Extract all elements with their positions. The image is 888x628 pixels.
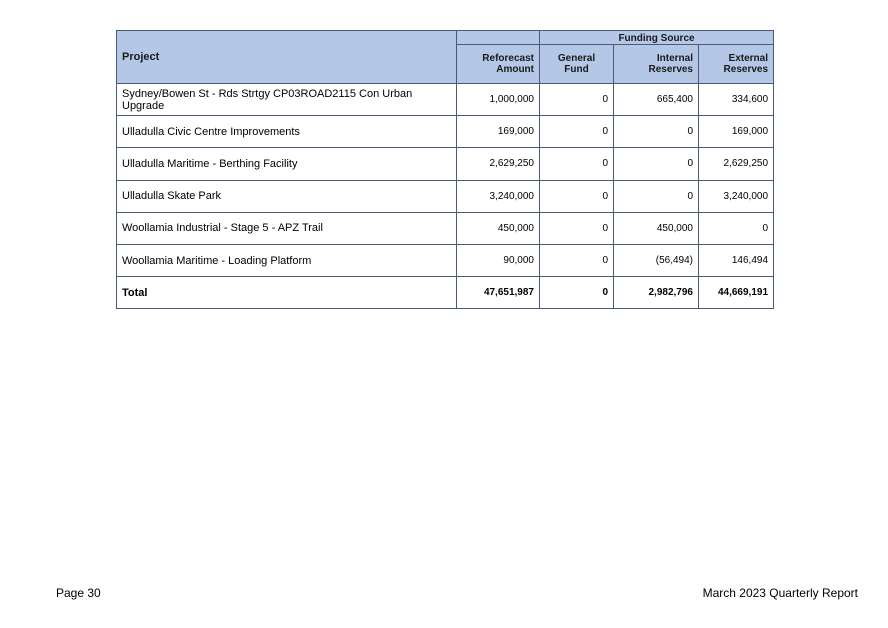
header-external-line1: External [728, 53, 769, 64]
table-row [117, 244, 774, 276]
cell-internal-reserves: 0 [614, 148, 699, 180]
table-row [117, 116, 774, 148]
cell-general-fund: 0 [540, 212, 614, 244]
cell-reforecast: 2,629,250 [457, 148, 540, 180]
header-reforecast-line2: Amount [496, 64, 534, 75]
cell-general-fund: 0 [540, 244, 614, 276]
cell-internal-reserves: 450,000 [614, 212, 699, 244]
header-internal-reserves [614, 45, 699, 84]
cell-project: Ulladulla Civic Centre Improvements [117, 116, 457, 148]
cell-general-fund: 0 [540, 116, 614, 148]
funding-table [116, 30, 774, 309]
cell-external-reserves: 169,000 [699, 116, 774, 148]
header-external-line2: Reserves [723, 64, 769, 75]
header-blank [457, 31, 540, 45]
total-internal-reserves: 2,982,796 [614, 277, 699, 309]
header-project: Project [117, 31, 457, 84]
header-external-reserves [699, 45, 774, 84]
cell-external-reserves: 3,240,000 [699, 180, 774, 212]
cell-reforecast: 1,000,000 [457, 84, 540, 116]
table-row [117, 84, 774, 116]
cell-external-reserves: 2,629,250 [699, 148, 774, 180]
total-label: Total [117, 277, 457, 309]
cell-project: Ulladulla Skate Park [117, 180, 457, 212]
page-number: Page 30 [56, 586, 101, 600]
total-reforecast: 47,651,987 [457, 277, 540, 309]
header-internal-line2: Reserves [648, 64, 693, 75]
header-reforecast-amount [457, 45, 540, 84]
total-row [117, 277, 774, 309]
cell-general-fund: 0 [540, 84, 614, 116]
cell-project: Woollamia Maritime - Loading Platform [117, 244, 457, 276]
header-row-top [117, 31, 774, 45]
header-funding-source: Funding Source [540, 31, 774, 45]
cell-general-fund: 0 [540, 148, 614, 180]
cell-internal-reserves: 0 [614, 116, 699, 148]
table-row [117, 148, 774, 180]
total-external-reserves: 44,669,191 [699, 277, 774, 309]
cell-internal-reserves: (56,494) [614, 244, 699, 276]
table-row [117, 212, 774, 244]
cell-project: Sydney/Bowen St - Rds Strtgy CP03ROAD2115 Con Urban Upgrade [117, 84, 457, 116]
table-row [117, 180, 774, 212]
total-general-fund: 0 [540, 277, 614, 309]
cell-project: Ulladulla Maritime - Berthing Facility [117, 148, 457, 180]
header-reforecast-line1: Reforecast [482, 53, 534, 64]
cell-project: Woollamia Industrial - Stage 5 - APZ Trail [117, 212, 457, 244]
cell-external-reserves: 0 [699, 212, 774, 244]
cell-external-reserves: 146,494 [699, 244, 774, 276]
cell-reforecast: 169,000 [457, 116, 540, 148]
cell-external-reserves: 334,600 [699, 84, 774, 116]
cell-reforecast: 450,000 [457, 212, 540, 244]
cell-general-fund: 0 [540, 180, 614, 212]
header-internal-line1: Internal [656, 53, 693, 64]
cell-reforecast: 3,240,000 [457, 180, 540, 212]
cell-internal-reserves: 665,400 [614, 84, 699, 116]
report-title: March 2023 Quarterly Report [702, 586, 858, 600]
header-general-fund: General Fund [540, 45, 614, 84]
cell-reforecast: 90,000 [457, 244, 540, 276]
cell-internal-reserves: 0 [614, 180, 699, 212]
